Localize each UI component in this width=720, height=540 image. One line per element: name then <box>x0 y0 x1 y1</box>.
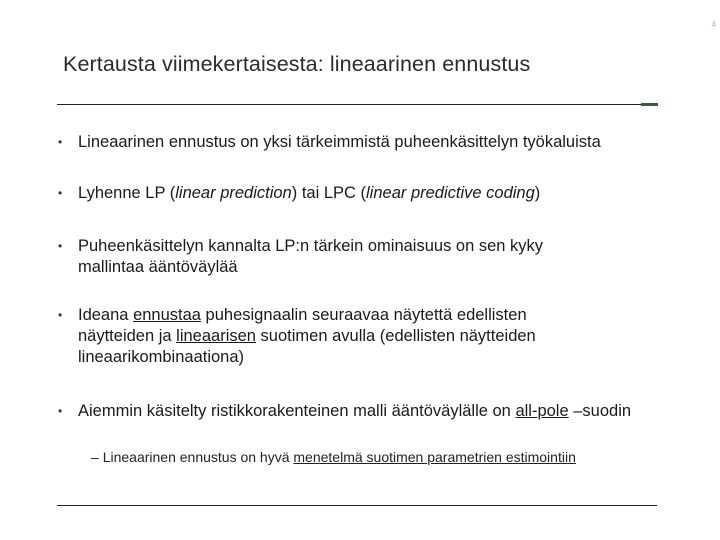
accent-bar <box>641 103 658 106</box>
bullet-dot: • <box>58 135 63 149</box>
slide-title: Kertausta viimekertaisesta: lineaarinen ennustus <box>63 52 531 76</box>
bottom-rule <box>57 505 657 506</box>
bullet-5-part-2: –suodin <box>568 402 632 420</box>
bullet-1-text: Lineaarinen ennustus on yksi tärkeimmistä puheenkäsittelyn työkaluista <box>78 133 601 151</box>
bullet-3-text: Puheenkäsittelyn kannalta LP:n tärkein ominaisuus on sen kyky mallintaa ääntöväylää <box>78 237 544 276</box>
bullet-2-part-3: ) <box>534 184 541 202</box>
sub-bullet <box>91 448 576 466</box>
bullet-4-text <box>78 305 658 368</box>
bullet-1 <box>58 132 658 153</box>
bullet-2-term-lp: linear prediction <box>175 184 292 202</box>
bullet-4-part-1: Ideana <box>78 306 134 324</box>
bullet-5 <box>58 401 658 422</box>
bullet-2-text <box>78 183 658 204</box>
page-number: 4 <box>711 20 716 29</box>
bullet-5-part-1: Aiemmin käsitelty ristikkorakenteinen malli ääntöväylälle on <box>78 402 516 420</box>
title-underline <box>57 104 657 105</box>
bullet-dot: • <box>58 404 63 418</box>
bullet-4-part-2: puhesignaalin seuraavaa näytettä edellisten näytteiden ja <box>78 306 527 345</box>
bullet-4-part-3: suotimen avulla (edellisten näytteiden lineaarikombinaationa) <box>78 327 536 366</box>
bullet-3 <box>58 236 658 278</box>
bullet-4-underlined-lineaarisen: lineaarisen <box>176 327 256 345</box>
bullet-dot: • <box>58 239 63 253</box>
sub-bullet-part-1: Lineaarinen ennustus on hyvä <box>102 449 294 465</box>
bullet-2-part-2: ) tai LPC ( <box>291 184 367 202</box>
bullet-4-underlined-ennustaa: ennustaa <box>133 306 201 324</box>
sub-bullet-underlined-text: menetelmä suotimen parametrien estimointiin <box>293 449 576 465</box>
bullet-5-text <box>78 401 658 422</box>
bullet-2-part-1: Lyhenne LP ( <box>78 184 176 202</box>
bullet-5-underlined-all-pole: all-pole <box>515 402 569 420</box>
bullet-dot: • <box>58 308 63 322</box>
bullet-dot: • <box>58 186 63 200</box>
bullet-4 <box>58 305 658 368</box>
bullet-2-term-lpc: linear predictive coding <box>366 184 535 202</box>
sub-bullet-dash: – <box>91 449 99 465</box>
bullet-2 <box>58 183 658 204</box>
